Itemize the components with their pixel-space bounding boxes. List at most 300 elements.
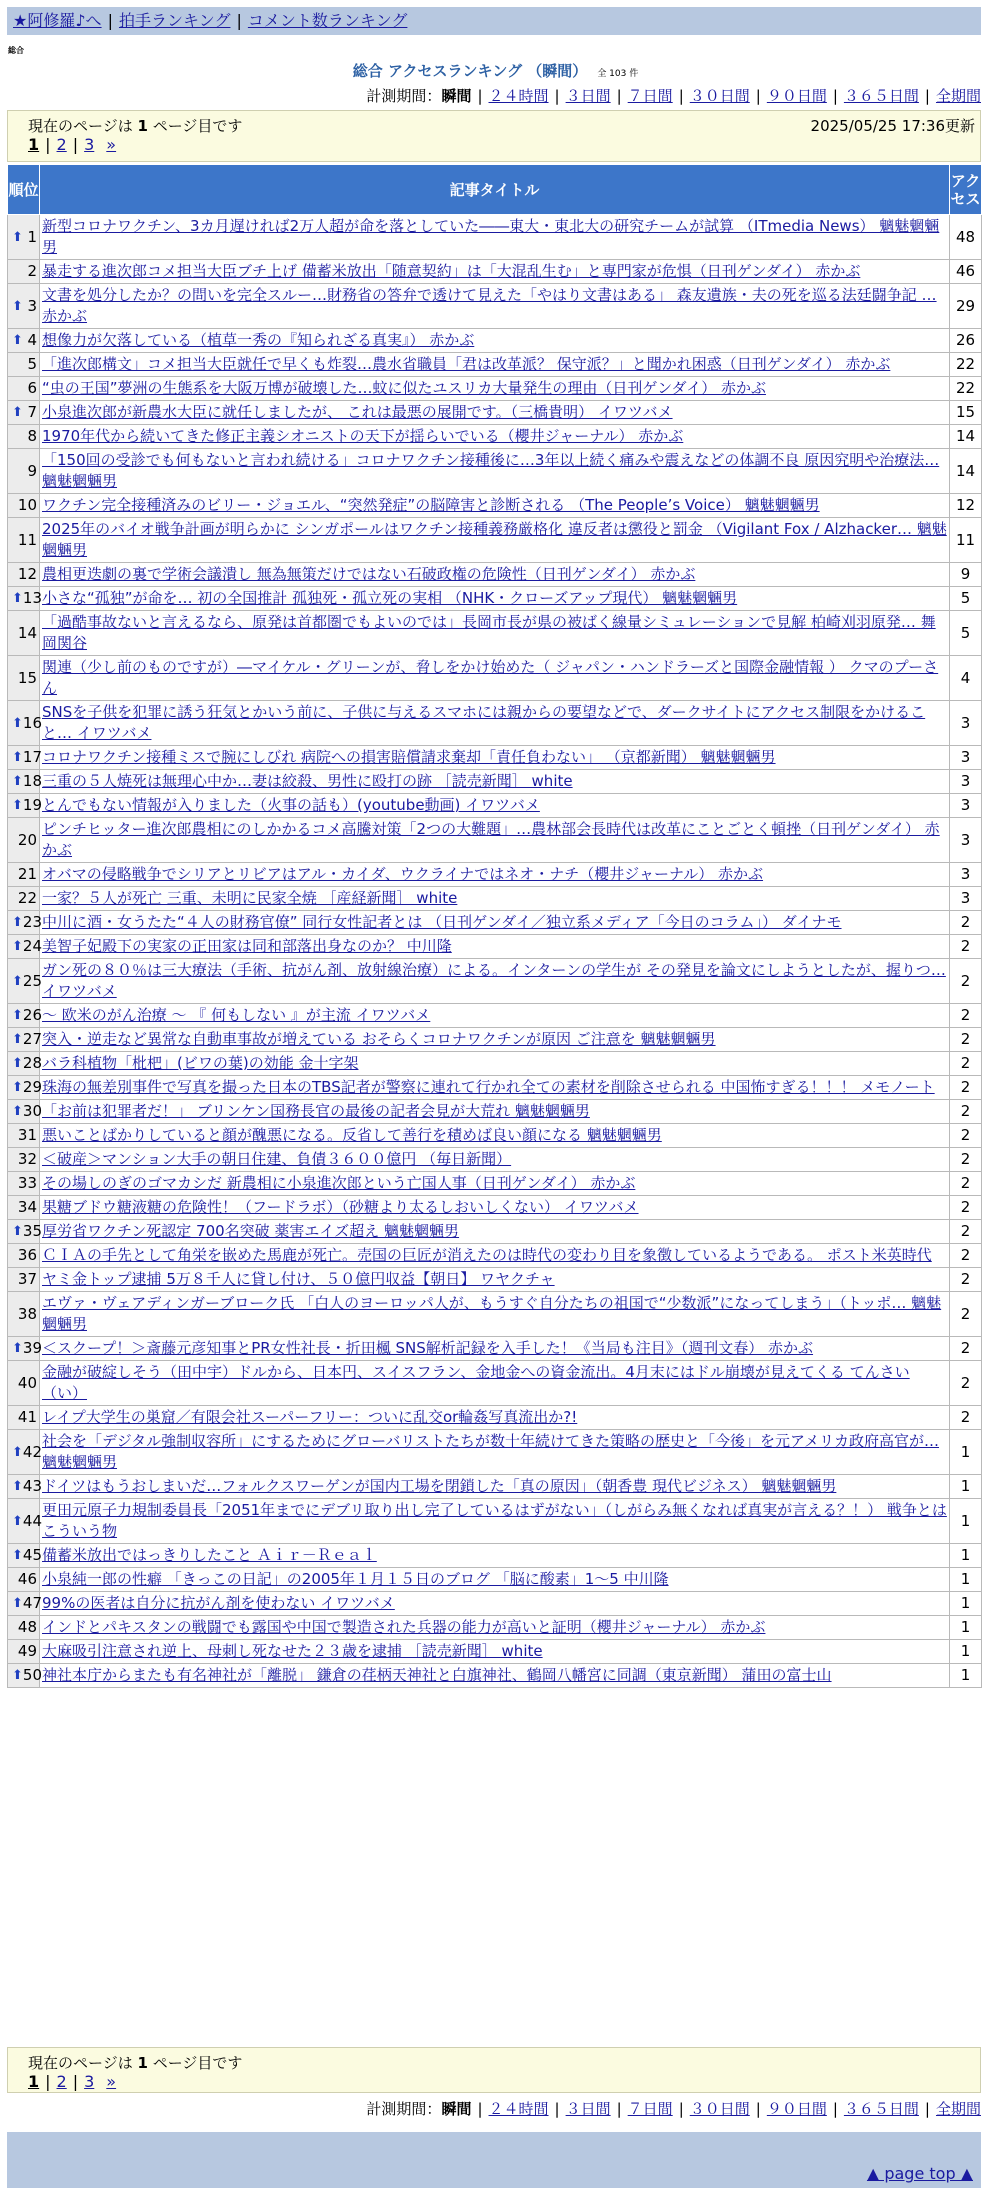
article-title-link[interactable]: 更田元原子力規制委員長「2051年までにデブリ取り出し完了しているはずがない」（しがらみ無くなれば真実が言える？！） 戦争とはこういう物 — [42, 1501, 947, 1540]
period-option-link[interactable]: ７日間 — [627, 87, 673, 105]
article-title-link[interactable]: 「過酷事故ないと言えるなら、原発は首都圏でもよいのでは」長岡市長が県の被ばく線量シミュレーションで見解 柏崎刈羽原発… 舞岡関谷 — [42, 613, 936, 652]
table-row — [8, 794, 982, 818]
article-title-link[interactable]: 小泉純一郎の性癖 「きっこの日記」の2005年１月１５日のブログ 「脳に酸素」1～5 中川隆 — [42, 1570, 669, 1588]
pager-page-link[interactable]: 2 — [56, 2072, 67, 2091]
article-title-link[interactable]: 大麻吸引注意され逆上、母刺し死なせた２３歳を逮捕 ［読売新聞］ white — [42, 1642, 543, 1660]
article-title-link[interactable]: ＜破産＞マンション大手の朝日住建、負債３６００億円 （毎日新聞） — [42, 1150, 512, 1168]
article-title-link[interactable]: ピンチヒッター進次郎農相にのしかかるコメ高騰対策「2つの大難題」…農林部会長時代は改革にことごとく頓挫（日刊ゲンダイ） 赤かぶ — [42, 820, 940, 859]
home-link[interactable]: ★阿修羅♪へ — [13, 11, 102, 30]
up-arrow-icon: ⬆ — [12, 298, 23, 314]
table-row — [8, 587, 982, 611]
title-cell — [40, 1076, 950, 1100]
comment-ranking-link[interactable]: コメント数ランキング — [247, 11, 408, 30]
article-title-link[interactable]: ＣＩＡの手先として角栄を嵌めた馬鹿が死亡。売国の巨匠が消えたのは時代の変わり目を象徴しているようである。 ポスト米英時代 — [42, 1246, 932, 1264]
article-title-link[interactable]: 小泉進次郎が新農水大臣に就任しましたが、 これは最悪の展開です。（三橋貴明） イワツバメ — [42, 403, 673, 421]
separator: | — [72, 135, 79, 154]
article-title-link[interactable]: 1970年代から続いてきた修正主義シオニストの天下が揺らいでいる（櫻井ジャーナル） 赤かぶ — [42, 427, 684, 445]
table-row — [8, 911, 982, 935]
rank-cell — [8, 425, 40, 449]
rank-number: 41 — [17, 1408, 37, 1426]
table-row — [8, 935, 982, 959]
rank-cell — [8, 1244, 40, 1268]
article-title-link[interactable]: バラ科植物「枇杷」(ビワの葉)の効能 金十字架 — [42, 1054, 359, 1072]
title-cell — [40, 1406, 950, 1430]
period-option-link[interactable]: ３日間 — [565, 87, 611, 105]
title-cell — [40, 1292, 950, 1337]
access-count: 2 — [950, 911, 982, 935]
access-count: 22 — [950, 377, 982, 401]
rank-number: 33 — [17, 1174, 37, 1192]
access-count: 2 — [950, 1361, 982, 1406]
table-row — [8, 1100, 982, 1124]
access-count: 1 — [950, 1664, 982, 1688]
up-arrow-icon: ⬆ — [12, 939, 23, 954]
title-cell — [40, 260, 950, 284]
rank-cell — [8, 1337, 40, 1361]
ranking-title: 総合 アクセスランキング （瞬間） — [352, 62, 588, 80]
rank-cell — [8, 1100, 40, 1124]
rank-number: 3 — [27, 296, 37, 315]
access-count: 2 — [950, 1268, 982, 1292]
title-cell — [40, 1640, 950, 1664]
rank-number: 2 — [27, 262, 37, 280]
title-cell — [40, 911, 950, 935]
title-cell — [40, 1196, 950, 1220]
title-cell — [40, 587, 950, 611]
period-selector-top — [366, 85, 981, 106]
access-count: 14 — [950, 449, 982, 494]
article-title-link[interactable]: 金融が破綻しそう（田中宇）ドルから、日本円、スイスフラン、金地金への資金流出。4月末にはドル崩壊が見えてくる てんさい（い） — [42, 1363, 910, 1402]
rank-cell — [8, 701, 40, 746]
access-count: 3 — [950, 818, 982, 863]
separator: | — [832, 2100, 838, 2118]
article-title-link[interactable]: 果糖ブドウ糖液糖の危険性！（フードラボ）（砂糖より太るしおいしくない） イワツバメ — [42, 1198, 639, 1216]
col-title-header: 記事タイトル — [40, 165, 950, 215]
rank-cell — [8, 1004, 40, 1028]
rank-cell — [8, 1406, 40, 1430]
separator: | — [924, 2100, 930, 2118]
period-option-link[interactable]: ３０日間 — [689, 87, 750, 105]
rank-cell — [8, 863, 40, 887]
article-title-link[interactable]: 2025年のバイオ戦争計画が明らかに シンガポールはワクチン接種義務厳格化 違反者は懲役と罰金 （Vigilant Fox / Alzhacker… 魑魅魍魎男 — [42, 520, 947, 559]
up-arrow-icon: ⬆ — [12, 591, 23, 606]
table-row — [8, 1406, 982, 1430]
access-count: 1 — [950, 1640, 982, 1664]
rank-cell — [8, 1592, 40, 1616]
article-title-link[interactable]: 99%の医者は自分に抗がん剤を使わない イワツバメ — [42, 1594, 395, 1612]
separator: | — [477, 2100, 483, 2118]
article-title-link[interactable]: ガン死の８０％は三大療法（手術、抗がん剤、放射線治療）による。インターンの学生が その発見を論文にしようとしたが、握りつ… イワツバメ — [42, 961, 946, 1000]
rank-number: 38 — [17, 1304, 37, 1323]
period-option-link[interactable]: ３６５日間 — [843, 87, 919, 105]
rank-number: 6 — [27, 379, 37, 397]
rank-number: 9 — [27, 461, 37, 480]
separator: | — [554, 87, 560, 105]
rank-cell — [8, 611, 40, 656]
title-cell — [40, 518, 950, 563]
article-title-link[interactable]: オバマの侵略戦争でシリアとリビアはアル・カイダ、ウクライナではネオ・ナチ（櫻井ジャーナル） 赤かぶ — [42, 865, 764, 883]
rank-cell — [8, 1220, 40, 1244]
article-title-link[interactable]: インドとパキスタンの戦闘でも露国や中国で製造された兵器の能力が高いと証明（櫻井ジャーナル） 赤かぶ — [42, 1618, 766, 1636]
article-title-link[interactable]: その場しのぎのゴマカシだ 新農相に小泉進次郎という亡国人事（日刊ゲンダイ） 赤かぶ — [42, 1174, 636, 1192]
access-count: 1 — [950, 1544, 982, 1568]
footer-bar — [7, 2132, 981, 2188]
page-status: 現在のページは 1 ページ目です — [28, 117, 243, 135]
separator: | — [45, 2072, 51, 2091]
rank-cell — [8, 794, 40, 818]
separator: | — [616, 87, 622, 105]
separator: | — [236, 11, 242, 30]
period-label: 計測期間： — [366, 87, 442, 105]
access-count: 26 — [950, 329, 982, 353]
access-count: 29 — [950, 284, 982, 329]
table-row — [8, 1430, 982, 1475]
table-row — [8, 1361, 982, 1406]
up-arrow-icon: ⬆ — [12, 1080, 23, 1095]
article-title-link[interactable]: ～ 欧米のがん治療 ～ 『 何もしない 』が主流 イワツバメ — [42, 1006, 431, 1024]
rank-number: 47 — [22, 1594, 42, 1612]
rank-cell — [8, 1640, 40, 1664]
period-option-link[interactable]: ３０日間 — [689, 2100, 750, 2118]
rank-number: 34 — [17, 1198, 37, 1216]
up-arrow-icon: ⬆ — [12, 333, 23, 348]
article-title-link[interactable]: “虫の王国”夢洲の生態系を大阪万博が破壊した…蚊に似たユスリカ大量発生の理由（日刊ゲンダイ） 赤かぶ — [42, 379, 766, 397]
table-row — [8, 1004, 982, 1028]
access-count: 3 — [950, 863, 982, 887]
article-title-link[interactable]: SNSを子供を犯罪に誘う狂気とかいう前に、子供に与えるスマホには親からの要望などで、ダークサイトにアクセス制限をかけること… イワツバメ — [42, 703, 926, 742]
title-cell — [40, 794, 950, 818]
period-option-link[interactable]: 全期間 — [935, 2100, 981, 2118]
rank-number: 1 — [27, 227, 37, 246]
access-count: 2 — [950, 1406, 982, 1430]
article-title-link[interactable]: とんでもない情報が入りました（火事の話も）(youtube動画) イワツバメ — [42, 796, 540, 814]
article-title-link[interactable]: 「進次郎構文」コメ担当大臣就任で早くも炸裂…農水省職員「君は改革派？ 保守派？」と聞かれ困惑（日刊ゲンダイ） 赤かぶ — [42, 355, 891, 373]
access-count: 2 — [950, 935, 982, 959]
rank-number: 5 — [27, 355, 37, 373]
rank-cell — [8, 818, 40, 863]
title-cell — [40, 1544, 950, 1568]
access-count: 3 — [950, 887, 982, 911]
title-cell — [40, 935, 950, 959]
title-cell — [40, 1028, 950, 1052]
period-option-link[interactable]: ２４時間 — [488, 2100, 549, 2118]
rank-cell — [8, 563, 40, 587]
period-option-link[interactable]: ３６５日間 — [843, 2100, 919, 2118]
article-title-link[interactable]: ヤミ金トップ逮捕 5万８千人に貸し付け、５０億円収益【朝日】 ワヤクチャ — [42, 1270, 555, 1288]
rank-number: 14 — [17, 623, 37, 642]
table-row — [8, 449, 982, 494]
rank-cell — [8, 1076, 40, 1100]
access-count: 48 — [950, 215, 982, 260]
rank-number: 28 — [22, 1054, 42, 1072]
separator: | — [72, 2072, 79, 2091]
article-title-link[interactable]: 一家？５人が死亡 三重、未明に民家全焼 ［産経新聞］ white — [42, 889, 458, 907]
period-current: 瞬間 — [441, 2100, 472, 2118]
period-option-link[interactable]: ７日間 — [627, 2100, 673, 2118]
rank-number: 10 — [17, 496, 37, 514]
separator: | — [477, 87, 483, 105]
rank-number: 25 — [22, 971, 42, 990]
table-row — [8, 818, 982, 863]
rank-number: 20 — [17, 830, 37, 849]
period-option-link[interactable]: ９０日間 — [766, 87, 827, 105]
access-count: 2 — [950, 1148, 982, 1172]
title-cell — [40, 377, 950, 401]
title-cell — [40, 563, 950, 587]
rank-cell — [8, 770, 40, 794]
access-count: 14 — [950, 425, 982, 449]
rank-number: 37 — [17, 1270, 37, 1288]
title-cell — [40, 1268, 950, 1292]
access-count: 5 — [950, 611, 982, 656]
rank-number: 4 — [27, 331, 37, 349]
rank-number: 21 — [17, 865, 37, 883]
rank-number: 23 — [22, 913, 42, 931]
table-row — [8, 284, 982, 329]
table-row — [8, 518, 982, 563]
up-arrow-icon: ⬆ — [12, 798, 23, 813]
table-row — [8, 215, 982, 260]
rank-cell — [8, 1196, 40, 1220]
title-cell — [40, 863, 950, 887]
table-row — [8, 260, 982, 284]
title-cell — [40, 1475, 950, 1499]
rank-number: 50 — [22, 1666, 42, 1684]
up-arrow-icon: ⬆ — [12, 405, 23, 420]
rank-cell — [8, 401, 40, 425]
table-row — [8, 1499, 982, 1544]
access-count: 2 — [950, 1337, 982, 1361]
access-count: 46 — [950, 260, 982, 284]
title-cell — [40, 959, 950, 1004]
period-option-link[interactable]: 全期間 — [935, 87, 981, 105]
access-count: 2 — [950, 1100, 982, 1124]
rank-cell — [8, 284, 40, 329]
separator: | — [616, 2100, 622, 2118]
rank-cell — [8, 746, 40, 770]
rank-cell — [8, 377, 40, 401]
rank-cell — [8, 1616, 40, 1640]
rank-number: 12 — [17, 565, 37, 583]
separator: | — [554, 2100, 560, 2118]
rank-number: 27 — [22, 1030, 42, 1048]
rank-number: 43 — [22, 1477, 42, 1495]
rank-number: 30 — [22, 1102, 42, 1120]
up-arrow-icon: ⬆ — [12, 1513, 23, 1529]
title-cell — [40, 353, 950, 377]
rank-cell — [8, 1148, 40, 1172]
period-option-link[interactable]: ９０日間 — [766, 2100, 827, 2118]
access-count: 1 — [950, 1592, 982, 1616]
table-row — [8, 959, 982, 1004]
article-title-link[interactable]: 小さな“孤独”が命を… 初の全国推計 孤独死・孤立死の実相 （NHK・クローズアップ現代） 魑魅魍魎男 — [42, 589, 738, 607]
article-title-link[interactable]: 珠海の無差別事件で写真を撮った日本のTBS記者が警察に連れて行かれ全ての素材を削除させられる 中国怖すぎる！！！ メモノート — [42, 1078, 935, 1096]
rank-number: 11 — [17, 530, 37, 549]
article-title-link[interactable]: 文書を処分したか？の問いを完全スルー…財務省の答弁で透けて見えた「やはり文書はある」 森友遺族・夫の死を巡る法廷闘争記 … 赤かぶ — [42, 286, 937, 325]
rank-cell — [8, 887, 40, 911]
rank-cell — [8, 1052, 40, 1076]
article-title-link[interactable]: 「150回の受診でも何もないと言われ続ける」コロナワクチン接種後に…3年以上続く痛みや震えなどの体調不良 原因究明や治療法… 魑魅魍魎男 — [42, 451, 940, 490]
period-option-link[interactable]: ３日間 — [565, 2100, 611, 2118]
up-arrow-icon: ⬆ — [12, 229, 23, 245]
title-cell — [40, 770, 950, 794]
up-arrow-icon: ⬆ — [12, 915, 23, 930]
category-label: 総合 — [8, 46, 24, 55]
table-row — [8, 1544, 982, 1568]
access-count: 2 — [950, 959, 982, 1004]
table-row — [8, 1172, 982, 1196]
up-arrow-icon: ⬆ — [12, 1224, 23, 1239]
clap-ranking-link[interactable]: 拍手ランキング — [118, 11, 231, 30]
table-row — [8, 401, 982, 425]
up-arrow-icon: ⬆ — [12, 1104, 23, 1119]
rank-cell — [8, 329, 40, 353]
page-status: 現在のページは 1 ページ目です — [28, 2054, 243, 2072]
title-cell — [40, 1499, 950, 1544]
rank-number: 40 — [17, 1373, 37, 1392]
rank-number: 32 — [17, 1150, 37, 1168]
pager-page-link[interactable]: 3 — [84, 2072, 95, 2091]
access-count: 4 — [950, 656, 982, 701]
title-cell — [40, 329, 950, 353]
separator: | — [678, 2100, 684, 2118]
rank-cell — [8, 1499, 40, 1544]
rank-number: 36 — [17, 1246, 37, 1264]
rank-cell — [8, 449, 40, 494]
rank-cell — [8, 656, 40, 701]
title-cell — [40, 1124, 950, 1148]
rank-cell — [8, 1292, 40, 1337]
rank-number: 7 — [27, 403, 37, 421]
page-info-bottom — [7, 2047, 981, 2093]
article-title-link[interactable]: 社会を「デジタル強制収容所」にするためにグローバリストたちが数十年続けてきた策略の歴史と「今後」を元アメリカ政府高官が… 魑魅魍魎男 — [42, 1432, 940, 1471]
article-title-link[interactable]: ドイツはもうおしまいだ…フォルクスワーゲンが国内工場を閉鎖した「真の原因」（朝香豊 現代ビジネス） 魑魅魍魎男 — [42, 1477, 837, 1495]
title-cell — [40, 1361, 950, 1406]
article-title-link[interactable]: 厚労省ワクチン死認定 700名突破 薬害エイズ超え 魑魅魍魎男 — [42, 1222, 460, 1240]
access-count: 1 — [950, 1475, 982, 1499]
access-count: 2 — [950, 1220, 982, 1244]
access-count: 2 — [950, 1004, 982, 1028]
title-cell — [40, 611, 950, 656]
title-cell — [40, 1148, 950, 1172]
access-count: 3 — [950, 770, 982, 794]
article-title-link[interactable]: 三重の５人焼死は無理心中か…妻は絞殺、男性に殴打の跡 ［読売新聞］ white — [42, 772, 573, 790]
table-row — [8, 1616, 982, 1640]
ranking-table — [7, 164, 982, 1688]
rank-number: 19 — [22, 796, 42, 814]
article-title-link[interactable]: 神社本庁からまたも有名神社が「離脱」 鎌倉の荏柄天神社と白旗神社、鶴岡八幡宮に同調（東京新聞） 蒲田の富士山 — [42, 1666, 832, 1684]
page-info-top — [7, 110, 981, 162]
rank-number: 31 — [17, 1126, 37, 1144]
rank-number: 13 — [22, 589, 42, 607]
rank-number: 46 — [17, 1570, 37, 1588]
separator: | — [678, 87, 684, 105]
up-arrow-icon: ⬆ — [12, 1548, 23, 1563]
title-cell — [40, 449, 950, 494]
article-title-link[interactable]: 新型コロナワクチン、3カ月遅ければ2万人超が命を落としていた――東大・東北大の研究チームが試算 （ITmedia News） 魑魅魍魎男 — [42, 217, 940, 256]
pager-next-link[interactable]: » — [106, 2072, 117, 2091]
title-cell — [40, 1004, 950, 1028]
article-title-link[interactable]: 想像力が欠落している（植草一秀の『知られざる真実』） 赤かぶ — [42, 331, 475, 349]
pager-bottom — [28, 2072, 116, 2091]
table-row — [8, 353, 982, 377]
access-count: 15 — [950, 401, 982, 425]
title-cell — [40, 1220, 950, 1244]
rank-cell — [8, 1664, 40, 1688]
total-count: 全 103 件 — [597, 69, 639, 79]
rank-number: 22 — [17, 889, 37, 907]
access-count: 1 — [950, 1616, 982, 1640]
rank-cell — [8, 215, 40, 260]
separator: | — [755, 87, 761, 105]
article-title-link[interactable]: ワクチン完全接種済みのビリー・ジョエル、“突然発症”の脳障害と診断される （The People’s Voice） 魑魅魍魎男 — [42, 496, 820, 514]
access-count: 22 — [950, 353, 982, 377]
article-title-link[interactable]: ＜スクープ！＞斎藤元彦知事とPR女性社長・折田楓 SNS解析記録を入手した！《当局も注目》（週刊文春） 赤かぶ — [42, 1339, 814, 1357]
title-cell — [40, 818, 950, 863]
up-arrow-icon: ⬆ — [12, 1479, 23, 1494]
article-title-link[interactable]: 暴走する進次郎コメ担当大臣ブチ上げ 備蓄米放出「随意契約」は「大混乱生む」と専門家が危惧（日刊ゲンダイ） 赤かぶ — [42, 262, 861, 280]
table-row — [8, 1220, 982, 1244]
article-title-link[interactable]: エヴァ・ヴェアディンガーブローク氏 「白人のヨーロッパ人が、もうすぐ自分たちの祖国で“少数派”になってしまう」（トッポ… 魑魅魍魎男 — [42, 1294, 942, 1333]
rank-number: 24 — [22, 937, 42, 955]
article-title-link[interactable]: 中川に酒・女うたた“４人の財務官僚” 同行女性記者とは （日刊ゲンダイ／独立系メディア「今日のコラム」） ダイナモ — [42, 913, 842, 931]
title-cell — [40, 1664, 950, 1688]
up-arrow-icon: ⬆ — [12, 1341, 23, 1356]
pager-next-link[interactable]: » — [106, 135, 117, 154]
article-title-link[interactable]: 「お前は犯罪者だ！」 ブリンケン国務長官の最後の記者会見が大荒れ 魑魅魍魎男 — [42, 1102, 590, 1120]
up-arrow-icon: ⬆ — [12, 1444, 23, 1460]
separator: | — [755, 2100, 761, 2118]
table-row — [8, 656, 982, 701]
article-title-link[interactable]: コロナワクチン接種ミスで腕にしびれ 病院への損害賠償請求棄却「責任負わない」 （京都新聞） 魑魅魍魎男 — [42, 748, 776, 766]
table-row — [8, 1268, 982, 1292]
table-row — [8, 701, 982, 746]
pager-current: 1 — [28, 2072, 40, 2091]
access-count: 3 — [950, 746, 982, 770]
rank-number: 8 — [27, 427, 37, 445]
article-title-link[interactable]: 農相更迭劇の裏で学術会議潰し 無為無策だけではない石破政権の危険性（日刊ゲンダイ） 赤かぶ — [42, 565, 696, 583]
pager-page-link[interactable]: 3 — [84, 135, 95, 154]
article-title-link[interactable]: レイプ大学生の巣窟／有限会社スーパーフリー：ついに乱交or輪姦写真流出か?! — [42, 1408, 578, 1426]
pager-page-link[interactable]: 2 — [56, 135, 67, 154]
table-row — [8, 1292, 982, 1337]
table-row — [8, 746, 982, 770]
rank-cell — [8, 1028, 40, 1052]
article-title-link[interactable]: 美智子妃殿下の実家の正田家は同和部落出身なのか？ 中川隆 — [42, 937, 452, 955]
title-cell — [40, 656, 950, 701]
title-cell — [40, 284, 950, 329]
up-arrow-icon: ⬆ — [12, 774, 23, 789]
access-count: 2 — [950, 1076, 982, 1100]
article-title-link[interactable]: 悪いことばかりしていると顔が醜悪になる。反省して善行を積めば良い顔になる 魑魅魍魎男 — [42, 1126, 662, 1144]
article-title-link[interactable]: 突入・逆走など異常な自動車事故が増えている おそらくコロナワクチンが原因 ご注意を 魑魅魍魎男 — [42, 1030, 716, 1048]
table-row — [8, 1196, 982, 1220]
table-row — [8, 863, 982, 887]
ranking-body — [8, 215, 982, 1688]
table-row — [8, 377, 982, 401]
title-cell — [40, 1592, 950, 1616]
rank-cell — [8, 1172, 40, 1196]
table-row — [8, 611, 982, 656]
table-row — [8, 1475, 982, 1499]
page-title — [0, 60, 991, 81]
article-title-link[interactable]: 備蓄米放出ではっきりしたこと Ａｉｒ－Ｒｅａｌ — [42, 1546, 377, 1564]
access-count: 11 — [950, 518, 982, 563]
page-top-link[interactable]: ▲ page top ▲ — [866, 2164, 973, 2183]
article-title-link[interactable]: 関連（少し前のものですが）―マイケル・グリーンが、脅しをかけ始めた（ ジャパン・ハンドラーズと国際金融情報 ） クマのプーさん — [42, 658, 939, 697]
period-option-link[interactable]: ２４時間 — [488, 87, 549, 105]
access-count: 12 — [950, 494, 982, 518]
